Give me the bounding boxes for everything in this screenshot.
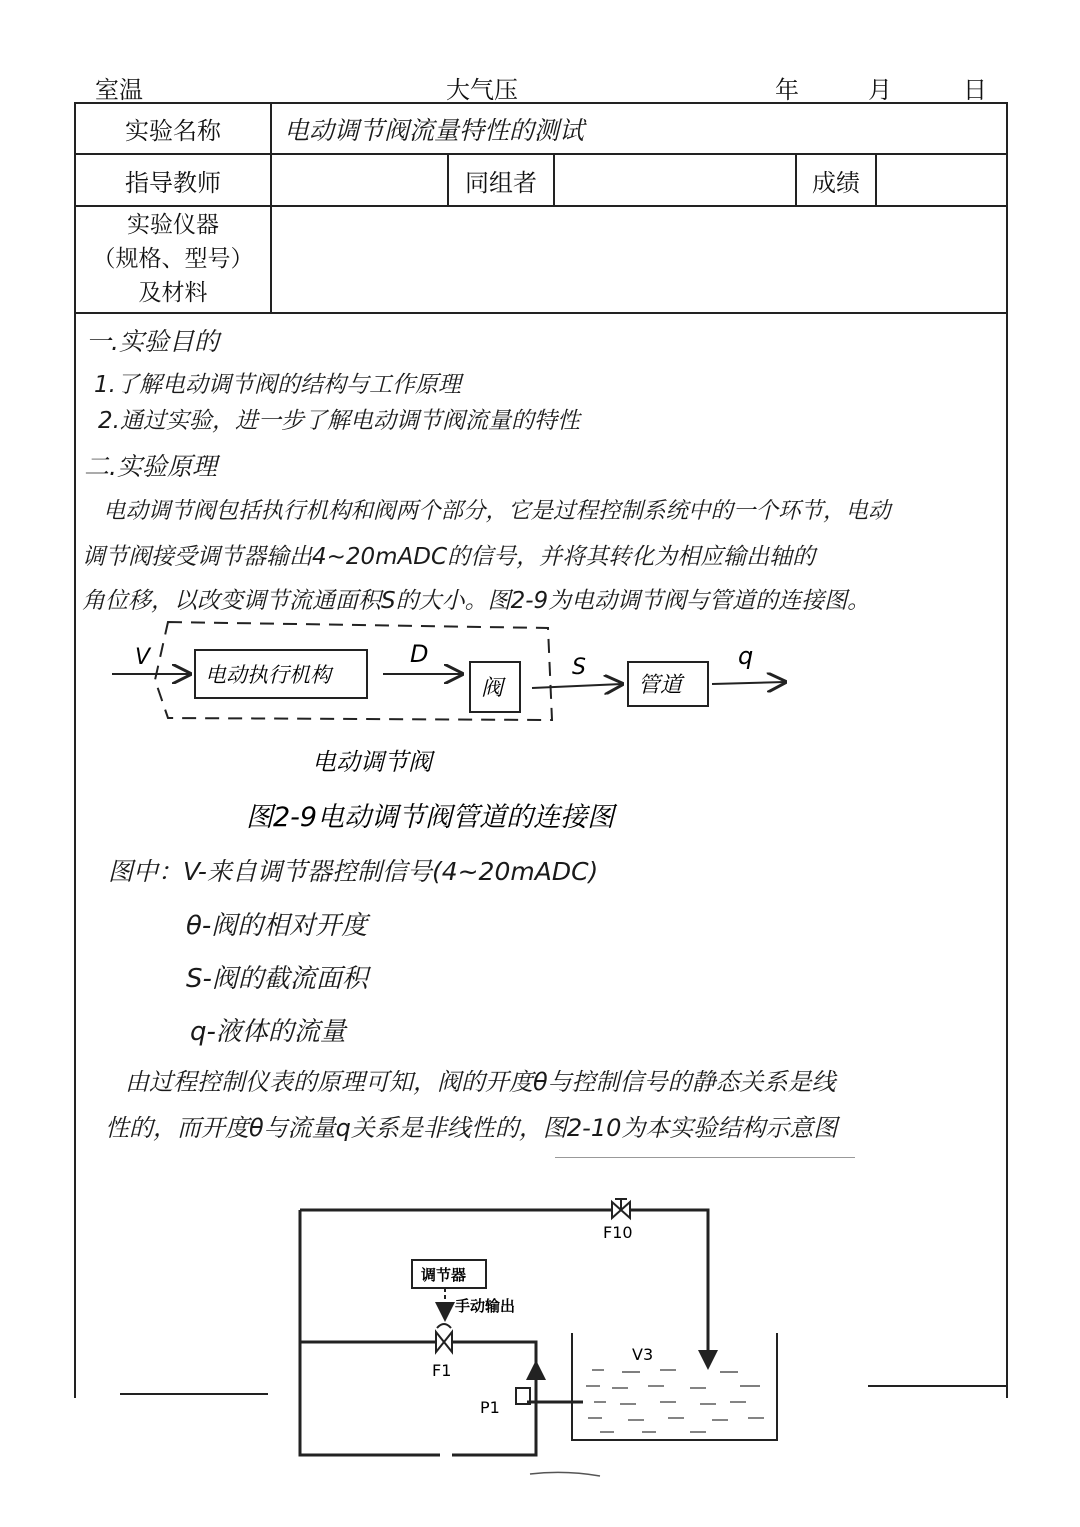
f1-label: F1 [432, 1361, 452, 1380]
valve-f1 [300, 1324, 536, 1386]
table-divider [553, 153, 555, 205]
p1-label: P1 [480, 1398, 500, 1417]
instruments-label-line2: （规格、型号） [92, 246, 254, 272]
scan-mark [530, 1472, 600, 1476]
q-arrow [712, 682, 785, 684]
purpose-item-1: 1.了解电动调节阀的结构与工作原理 [94, 372, 461, 398]
separator-line [555, 1157, 855, 1158]
v3-label: V3 [632, 1345, 654, 1364]
conclusion-line-1: 由过程控制仪表的原理可知，阀的开度θ与控制信号的静态关系是线 [125, 1068, 836, 1096]
section1-title: 一.实验目的 [86, 327, 219, 356]
pressure-label: 大气压 [446, 76, 518, 104]
instruments-label-line1: 实验仪器 [127, 212, 219, 238]
return-pipe [630, 1210, 708, 1362]
valve-f10 [612, 1199, 630, 1218]
year-label: 年 [775, 76, 799, 104]
table-divider [74, 205, 1008, 207]
figure-2-10 [0, 1190, 1080, 1527]
pipe-label: 管道 [638, 673, 683, 698]
instruments-label [76, 208, 270, 310]
principle-line-2: 调节阀接受调节器输出4~20mADC的信号，并将其转化为相应输出轴的 [82, 544, 816, 570]
table-divider [875, 153, 877, 205]
tank-water [586, 1370, 764, 1432]
legend-q: q-液体的流量 [190, 1017, 346, 1047]
s-label: S [572, 655, 586, 680]
section2-title: 二.实验原理 [84, 452, 217, 481]
instructor-label: 指导教师 [125, 168, 221, 197]
group-label: 同组者 [465, 168, 537, 197]
d-label: D [410, 640, 429, 668]
q-label: q [738, 642, 754, 670]
table-divider [74, 312, 1008, 314]
experiment-name-label: 实验名称 [125, 117, 221, 145]
regulator-label: 调节器 [421, 1266, 467, 1284]
purpose-item-2: 2.通过实验，进一步了解电动调节阀流量的特性 [98, 408, 580, 434]
manual-output-label: 手动输出 [455, 1297, 516, 1315]
figure-2-9-caption: 图2-9电动调节阀管道的连接图 [246, 802, 615, 833]
s-arrow [532, 684, 622, 688]
legend-s: S-阀的截流面积 [186, 964, 368, 994]
instruments-label-line3: 及材料 [138, 280, 208, 306]
v-label: V [135, 645, 151, 670]
grade-label: 成绩 [812, 168, 860, 197]
principle-line-1: 电动调节阀包括执行机构和阀两个部分，它是过程控制系统中的一个环节，电动 [103, 498, 891, 524]
legend-theta: θ-阀的相对开度 [186, 911, 368, 941]
day-label: 日 [963, 76, 987, 104]
month-label: 月 [868, 76, 892, 104]
legend-intro: 图中：V-来自调节器控制信号(4~20mADC) [108, 857, 599, 886]
valve-label: 阀 [481, 676, 504, 701]
actuator-label: 电动执行机构 [205, 663, 331, 687]
group-label: 电动调节阀 [312, 748, 432, 776]
room-temp-label: 室温 [95, 76, 143, 104]
figure-2-9 [0, 610, 1080, 840]
conclusion-line-2: 性的，而开度θ与流量q关系是非线性的，图2-10为本实验结构示意图 [105, 1114, 838, 1142]
table-divider [270, 102, 272, 312]
principle-line-3: 角位移，以改变调节流通面积S的大小。图2-9为电动调节阀与管道的连接图。 [82, 588, 871, 614]
experiment-name-value: 电动调节阀流量特性的测试 [284, 115, 585, 145]
f10-label: F10 [603, 1223, 633, 1242]
